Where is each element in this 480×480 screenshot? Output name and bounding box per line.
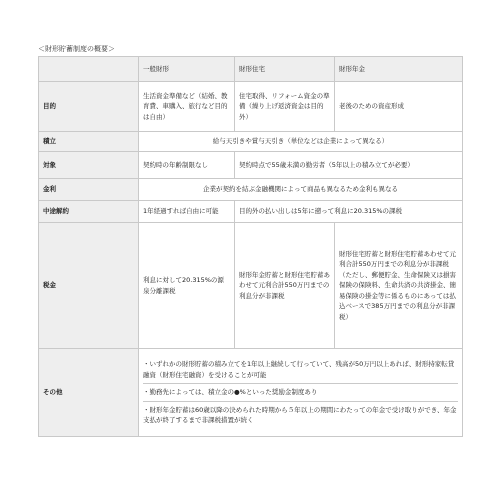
row-withdrawal [39,201,463,223]
purpose-housing: 住宅取得、リフォーム資金の準備（繰り上げ返済資金は目的外） [235,82,335,132]
label-other: その他 [39,349,139,437]
header-blank [39,57,139,82]
eligibility-other: 契約時点で55歳未満の勤労者（5年以上の積み立てが必要） [235,152,463,179]
label-purpose: 目的 [39,82,139,132]
header-pension: 財形年金 [335,57,463,82]
other-note-1: ・いずれかの財形貯蓄の積み立てを1年以上継続して行っていて、残高が50万円以上あれば、財形持家転貸融資（財形住宅融資）を受けることが可能 [143,356,458,384]
row-purpose [39,82,463,132]
withdrawal-general: 1年経過すれば自由に可能 [139,201,235,223]
eligibility-general: 契約時の年齢制限なし [139,152,235,179]
tax-general: 利息に対して20.315%の源泉分離課税 [139,223,235,349]
row-tax [39,223,463,349]
row-eligibility [39,152,463,179]
tax-housing: 財形年金貯蓄と財形住宅貯蓄あわせて元利合計550万円までの利息分が非課税 [235,223,335,349]
other-note-2: ・勤務先によっては、積立金の●%といった奨励金制度あり [143,384,458,402]
withdrawal-other: 目的外の払い出しは5年に遡って利息に20.315%の課税 [235,201,463,223]
accumulation-value: 給与天引きや賞与天引き（単位などは企業によって異なる） [139,132,463,152]
label-eligibility: 対象 [39,152,139,179]
row-interest [39,179,463,201]
tax-pension: 財形住宅貯蓄と財形住宅貯蓄あわせて元利合計550万円までの利息分が非課税（ただし、郵便貯金、生命保険又は損害保険の保険料、生命共済の共済掛金、簡易保険の掛金等に係るものにあっては払込ベースで385万円までの利息分が非課税） [335,223,463,349]
label-withdrawal: 中途解約 [39,201,139,223]
row-accumulation [39,132,463,152]
label-tax: 税金 [39,223,139,349]
savings-overview-table [38,56,463,437]
label-accumulation: 積立 [39,132,139,152]
row-other [39,349,463,437]
purpose-pension: 老後のための資産形成 [335,82,463,132]
other-note-3: ・財形年金貯蓄は60歳以降の決められた時期から５年以上の期間にわたっての年金で受け取りができ、年金支払が終了するまで非課税措置が続く [143,405,457,425]
label-interest: 金利 [39,179,139,201]
table-caption: ＜財形貯蓄制度の概要＞ [38,45,115,53]
interest-value: 企業が契約を結ぶ金融機関によって商品も異なるため金利も異なる [139,179,463,201]
header-row [39,57,463,82]
other-notes [139,349,463,437]
header-housing: 財形住宅 [235,57,335,82]
purpose-general: 生活資金準備など（結婚、教育費、車購入、旅行など目的は自由） [139,82,235,132]
header-general: 一般財形 [139,57,235,82]
